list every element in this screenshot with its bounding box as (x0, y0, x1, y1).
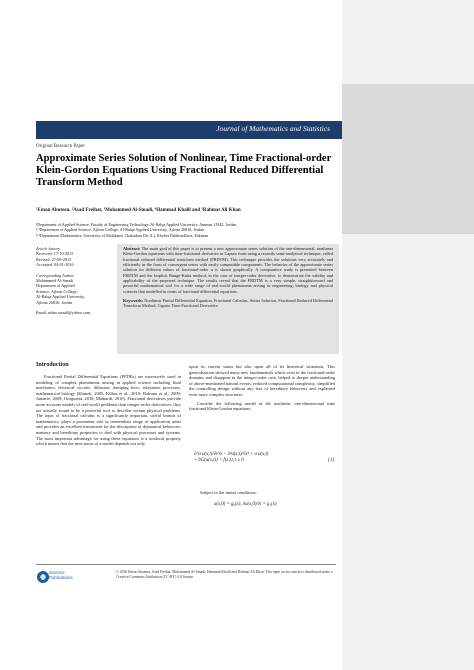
keywords-text: Nonlinear Partial Differential Equation, Fractional Calculus, Series Solution, Fractional Reduced Differential Transform Method, Caputo Time-Fractional Derivative (123, 298, 334, 309)
abstract-text: The main goal of this paper is to present a new approximate series solution of the one-dimensional, nonlinear Klein-Gordon equations with time-fractional derivative in Caputo form using a recently semi-analytical technique, called fractional reduced differential transform method (FRDTM). This technique provides the solutions very accurately and efficiently in the form of convergent series with easily computable components. The behavior of the approximate series solution for different values of fractional-order α is shown graphically. A comparative study is presented between FRDTM and the Implicit Runge-Kutta method, in the case of integer-order derivative, to demonstrate the validity and applicability of the proposed technique. The results reveal that the FRDTM is a very simple, straightforward and powerful mathematical tool for a wide range of real-world phenomena arising in engineering, biology and physical sciences that modelled in terms of fractional differential equations. (123, 246, 334, 294)
corresponding-email[interactable]: Email: mhm.smadi@yahoo.com (36, 310, 91, 316)
keywords-label: Keywords: (123, 298, 144, 304)
body-column-left (36, 374, 181, 447)
affiliations (36, 222, 342, 238)
revised-date: Revised: 27-09-2015 (36, 256, 72, 262)
corresponding-line: Mohammed Al-Smadi (36, 278, 74, 284)
publisher-name-line-1: Science (49, 570, 65, 575)
right-margin-gray-block (342, 84, 474, 234)
equation-2: u(x,0) = g₀(x), ∂u(x,0)/∂t = g₁(x) (214, 502, 277, 507)
journal-name: Journal of Mathematics and Statistics (216, 124, 330, 133)
equation-1 (194, 452, 338, 482)
author-list: ¹Eman Abuteen, ²Asad Freihat, ³Mohammed Al-Smadi, ⁴Hammad Khalil and ⁵Rahmat Ali Khan (36, 208, 241, 213)
journal-header-band (36, 121, 342, 139)
article-meta (36, 246, 106, 315)
history-label: Article history (36, 246, 61, 251)
publisher-name-line-2: Publications (49, 575, 73, 580)
section-heading-introduction: Introduction (36, 362, 69, 368)
equation-1-number: (1) (328, 458, 334, 463)
body-column-right (189, 364, 335, 412)
equation-1-line-1: ∂^α u(x,t)/∂t^α − ∂²u(x,t)/∂x² + a u(x,t) (194, 452, 269, 457)
article-type: Original Research Paper (36, 144, 85, 149)
abstract-label: Abstract: (123, 246, 141, 251)
body-paragraph: upon its current status but also upon all of its historical situations. This generalization showed many new fundamentals which exist in the fractional-order domains and disappear in the integer-order case, helped to deeper understanding of above-mentioned natural events, reduced computational complexity, simplified the controlling design without any loss of hereditary behaviors and explained even more complex structures. (189, 364, 335, 397)
footer-divider (36, 564, 336, 565)
copyright-notice: © 2016 Eman Abuteen, Asad Freihat, Mohammed Al-Smadi, Hammad Khalil and Rahmat Ali Khan. This open access article is distributed under a Creative Commons Attribution (CC-BY) 3.0 license. (116, 570, 333, 579)
abstract (123, 246, 333, 294)
body-paragraph: Consider the following model of the nonlinear, one-dimensional time fractional Klein-Gordon equations: (189, 400, 335, 412)
corresponding-label: Corresponding Author: (36, 272, 76, 278)
received-date: Received: 17-10-2015 (36, 251, 74, 257)
affiliation-1: ¹Department of Applied Science, Faculty of Engineering Technology, Al-Balqa Applied University, Amman 11942, Jordan (36, 222, 237, 227)
corresponding-line: Department of Applied (36, 283, 75, 289)
keywords (123, 298, 333, 309)
body-paragraph: Fractional Partial Differential Equations (FPDEs) are extensively used in modeling of complex phenomena arising in applied science including fluid mechanics, electrical circuits, diffusion, damping laws, relaxation processes, mathematical biology (Klimek, 2005; Kilbas et al., 2010; Baleanu et al., 2009; Jumarie, 2009; Ortigueira, 2010; Mainardi, 2010). Fractional derivatives provide more accurate models of real-world problems than integer-order derivatives; they are actually found to be a powerful tool to describe certain physical problems. The topic of fractional calculus is a significantly important, useful branch of mathematics, plays a prominent role in tremendous range of application areas and provides an excellent instrument for the description of dynamical behaviors, memory and hereditary properties to deal with physical processes and systems. The most important advantage for using these equations is a nonlocal property which means that the next status of a model depends not only (36, 374, 181, 447)
publisher-name (49, 570, 73, 580)
affiliation-2: ²,³Department of Applied Science, Ajloun College, Al-Balqa Applied University, Ajloun 26816, Jordan (36, 227, 205, 233)
corresponding-line: Ajloun 26816, Jordan (36, 299, 73, 305)
corresponding-line: Al-Balqa Applied University, (36, 294, 86, 300)
paper-title: Approximate Series Solution of Nonlinear, Time Fractional-order Klein-Gordon Equations Using Fractional Reduced Differential Transform Method (36, 153, 332, 189)
affiliation-3: ⁴,⁵Department Mathematics, University of Malakand, Chakadara Dir (L), Khyber Pakhtunkhwa, Pakistan (36, 232, 209, 238)
corresponding-line: Science, Ajloun College, (36, 288, 78, 294)
initial-conditions-text: Subject to the initial conditions: (200, 490, 257, 495)
equation-1-line-2: + bG(u(x,t)) = f(x,t), t ≥ 0 (194, 458, 244, 463)
equation-1-body (194, 452, 268, 464)
abstract-box (117, 244, 339, 354)
accepted-date: Accepted: 04-01-2016 (36, 262, 74, 268)
